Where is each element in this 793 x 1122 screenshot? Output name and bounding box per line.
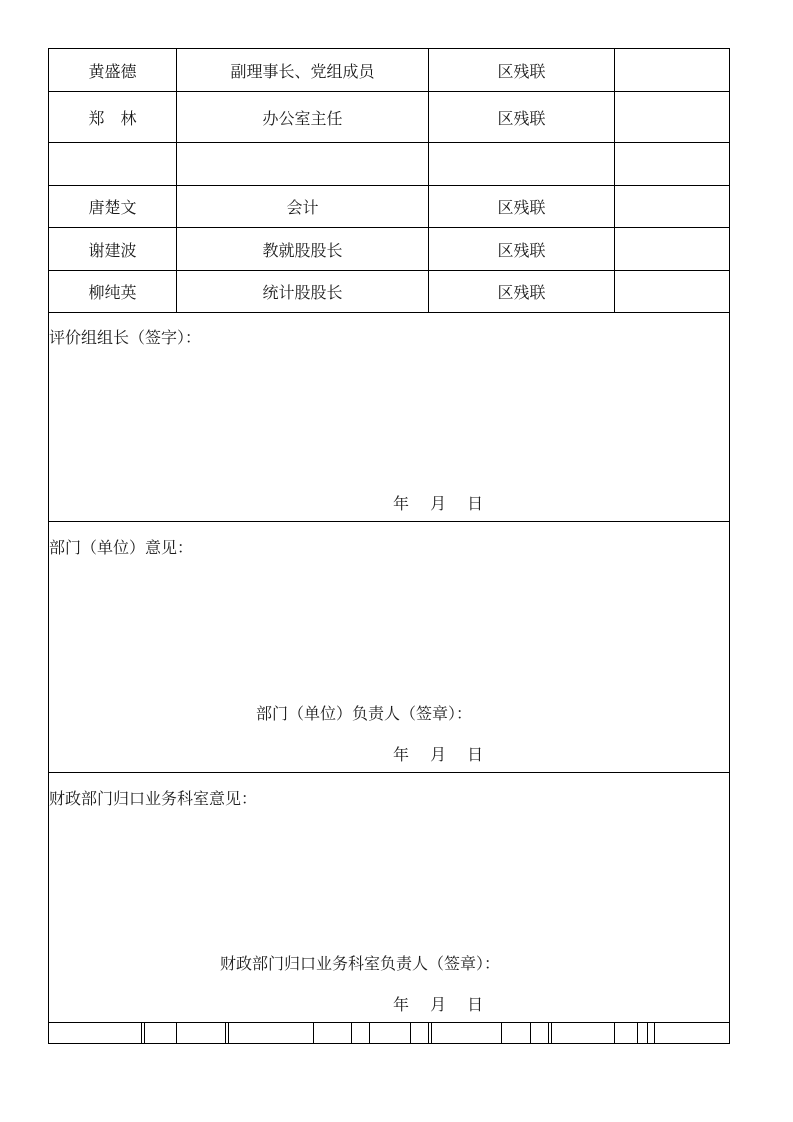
member-unit: 区残联 — [497, 240, 546, 260]
member-note — [615, 271, 729, 312]
finance-signer-label: 财政部门归口业务科室负责人（签章）： — [220, 954, 501, 973]
member-title: 教就股股长 — [262, 240, 343, 260]
member-name — [49, 143, 176, 185]
member-note — [615, 143, 729, 185]
footer-divider — [351, 1023, 352, 1044]
dept-signer-label: 部门（单位）负责人（签章）： — [256, 704, 473, 723]
dept-opinion-label: 部门（单位）意见： — [49, 538, 194, 557]
footer-divider — [410, 1023, 411, 1044]
footer-divider — [369, 1023, 370, 1044]
finance-opinion-date: 年 月 日 — [393, 995, 484, 1014]
finance-opinion-label: 财政部门归口业务科室意见： — [49, 789, 258, 808]
leader-signature-label: 评价组组长（签字）： — [49, 328, 202, 347]
footer-divider — [501, 1023, 502, 1044]
footer-divider — [176, 1023, 177, 1044]
member-note — [615, 228, 729, 270]
section-divider — [49, 772, 729, 773]
footer-divider — [313, 1023, 314, 1044]
member-name: 郑 林 — [88, 108, 137, 128]
footer-divider — [548, 1023, 549, 1044]
member-title — [177, 143, 428, 185]
leader-signature-date: 年 月 日 — [393, 494, 484, 513]
member-unit: 区残联 — [497, 283, 546, 302]
member-title: 办公室主任 — [262, 108, 343, 128]
member-unit: 区残联 — [497, 61, 546, 81]
row-divider — [49, 312, 729, 313]
member-unit — [429, 143, 614, 185]
footer-divider — [551, 1023, 552, 1044]
member-title: 统计股股长 — [262, 283, 343, 302]
member-unit: 区残联 — [497, 198, 546, 217]
footer-divider — [530, 1023, 531, 1044]
footer-divider — [637, 1023, 638, 1044]
footer-divider — [654, 1023, 655, 1044]
footer-divider — [225, 1023, 226, 1044]
footer-divider — [141, 1023, 142, 1044]
footer-divider — [428, 1023, 429, 1044]
dept-opinion-date: 年 月 日 — [393, 745, 484, 764]
footer-divider — [614, 1023, 615, 1044]
member-name: 黄盛德 — [88, 61, 137, 81]
member-name: 唐楚文 — [88, 198, 137, 217]
member-note — [615, 186, 729, 227]
member-title: 会计 — [286, 198, 319, 217]
member-name: 柳纯英 — [88, 283, 137, 302]
footer-divider — [144, 1023, 145, 1044]
footer-divider — [647, 1023, 648, 1044]
section-divider — [49, 1022, 729, 1023]
member-note — [615, 92, 729, 142]
member-unit: 区残联 — [497, 108, 546, 128]
evaluation-form-table — [48, 48, 730, 1044]
section-divider — [49, 521, 729, 522]
footer-divider — [431, 1023, 432, 1044]
member-title: 副理事长、党组成员 — [230, 61, 375, 81]
member-name: 谢建波 — [88, 240, 137, 260]
footer-divider — [228, 1023, 229, 1044]
member-note — [615, 49, 729, 91]
